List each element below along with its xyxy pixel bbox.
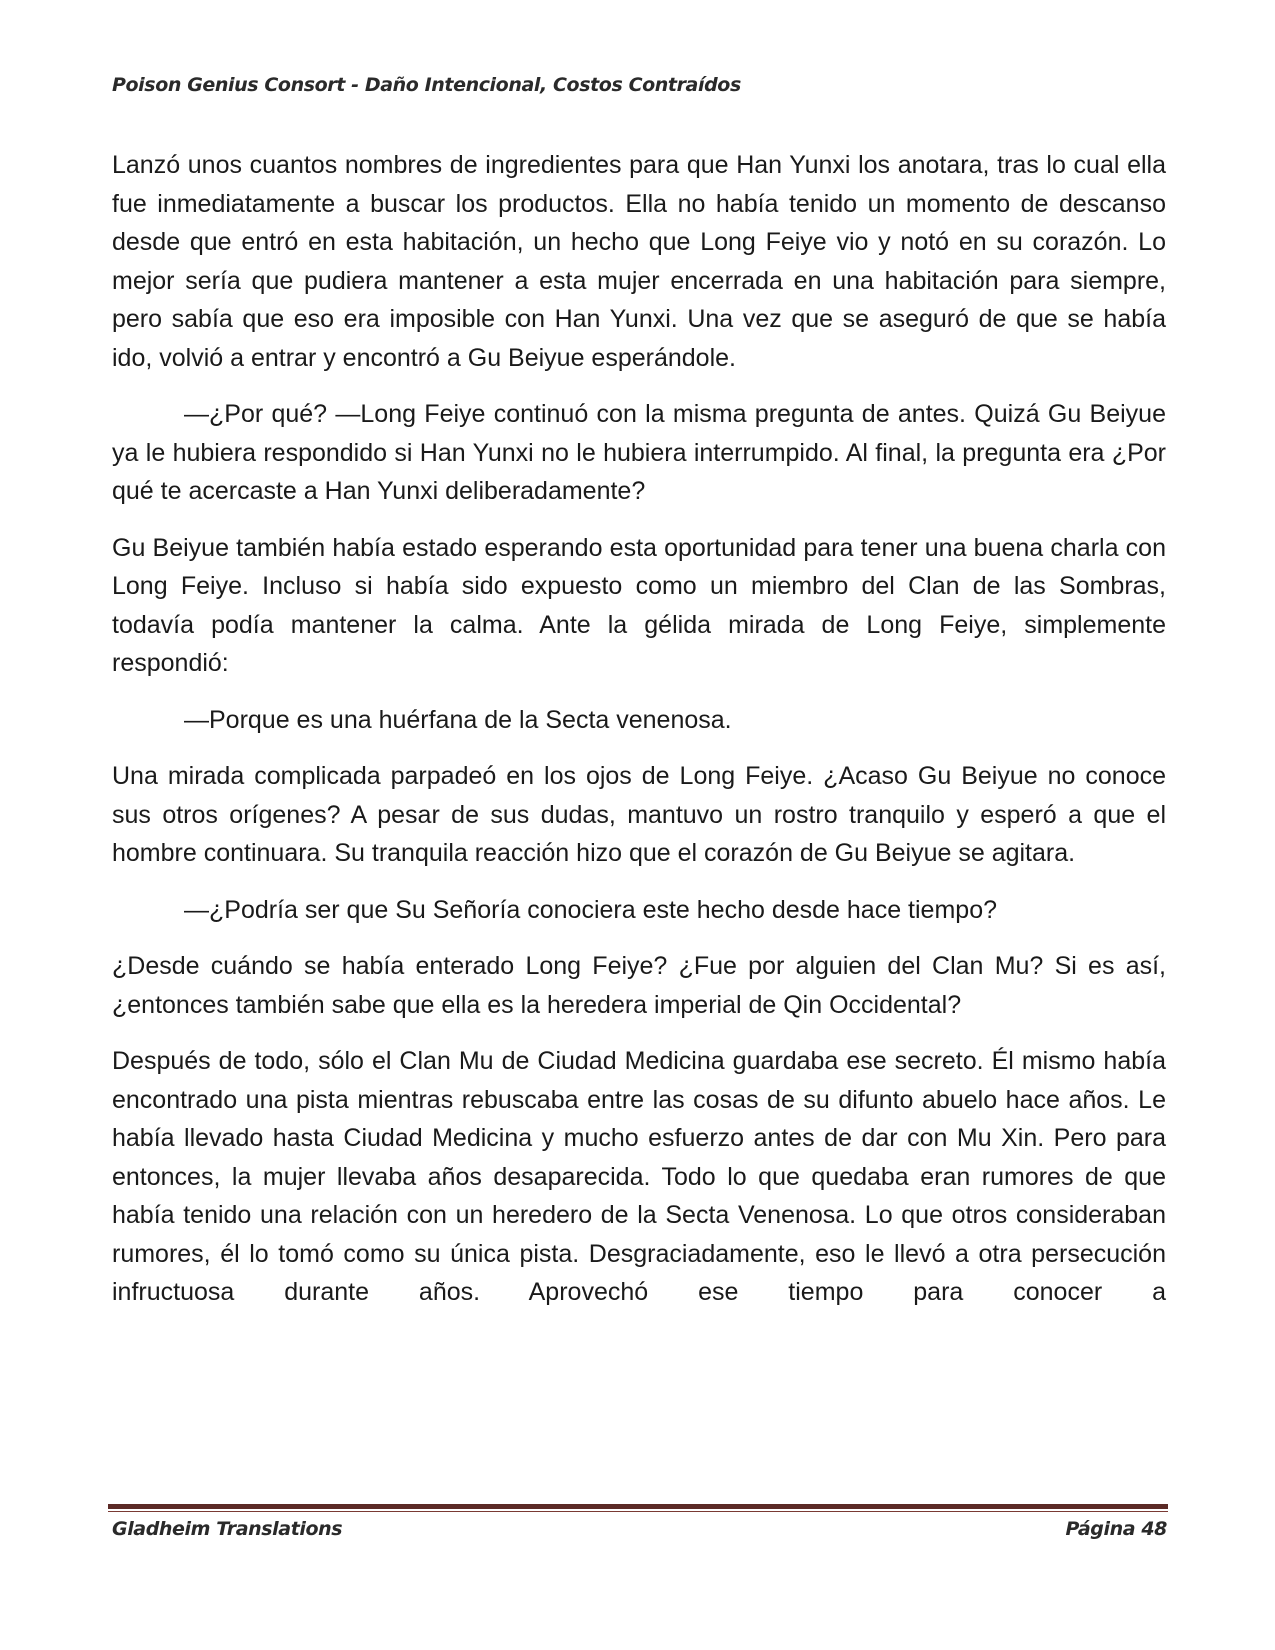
- footer-divider-thin: [108, 1511, 1168, 1512]
- paragraph: Una mirada complicada parpadeó en los ojos de Long Feiye. ¿Acaso Gu Beiyue no conoce sus otros orígenes? A pesar de sus dudas, mantuvo un rostro tranquilo y esperó a que el hombre continuara. Su tranquila reacción hizo que el corazón de Gu Beiyue se agitara.: [112, 762, 1166, 867]
- page-body: [112, 146, 1166, 1312]
- paragraph: ¿Desde cuándo se había enterado Long Feiye? ¿Fue por alguien del Clan Mu? Si es así, ¿entonces también sabe que ella es la heredera imperial de Qin Occidental?: [112, 952, 1166, 1019]
- dialog-paragraph: —¿Podría ser que Su Señoría conociera este hecho desde hace tiempo?: [184, 895, 998, 924]
- paragraph: Gu Beiyue también había estado esperando esta oportunidad para tener una buena charla con Long Feiye. Incluso si había sido expuesto como un miembro del Clan de las Sombras, todavía podía mantener la calma. Ante la gélida mirada de Long Feiye, simplemente respondió:: [112, 533, 1166, 677]
- page-header-title: Poison Genius Consort - Daño Intencional, Costos Contraídos: [112, 74, 741, 96]
- page-number: Página 48: [1065, 1518, 1167, 1540]
- footer-publisher: Gladheim Translations: [112, 1518, 343, 1540]
- dialog-paragraph: —Porque es una huérfana de la Secta venenosa.: [184, 705, 732, 734]
- dialog-paragraph: —¿Por qué? —Long Feiye continuó con la misma pregunta de antes. Quizá Gu Beiyue ya le hubiera respondido si Han Yunxi no le hubiera interrumpido. Al final, la pregunta era ¿Por qué te acercaste a Han Yunxi deliberadamente?: [112, 400, 1166, 505]
- paragraph: Después de todo, sólo el Clan Mu de Ciudad Medicina guardaba ese secreto. Él mismo había encontrado una pista mientras rebuscaba entre las cosas de su difunto abuelo hace años. Le había llevado hasta Ciudad Medicina y mucho esfuerzo antes de dar con Mu Xin. Pero para entonces, la mujer llevaba años desaparecida. Todo lo que quedaba eran rumores de que había tenido una relación con un heredero de la Secta Venenosa. Lo que otros consideraban rumores, él lo tomó como su única pista. Desgraciadamente, eso le llevó a otra persecución infructuosa durante años. Aprovechó ese tiempo para conocer a: [112, 1047, 1166, 1306]
- paragraph: Lanzó unos cuantos nombres de ingredientes para que Han Yunxi los anotara, tras lo cual ella fue inmediatamente a buscar los productos. Ella no había tenido un momento de descanso desde que entró en esta habitación, un hecho que Long Feiye vio y notó en su corazón. Lo mejor sería que pudiera mantener a esta mujer encerrada en una habitación para siempre, pero sabía que eso era imposible con Han Yunxi. Una vez que se aseguró de que se había ido, volvió a entrar y encontró a Gu Beiyue esperándole.: [112, 151, 1166, 372]
- footer-divider: [108, 1504, 1168, 1509]
